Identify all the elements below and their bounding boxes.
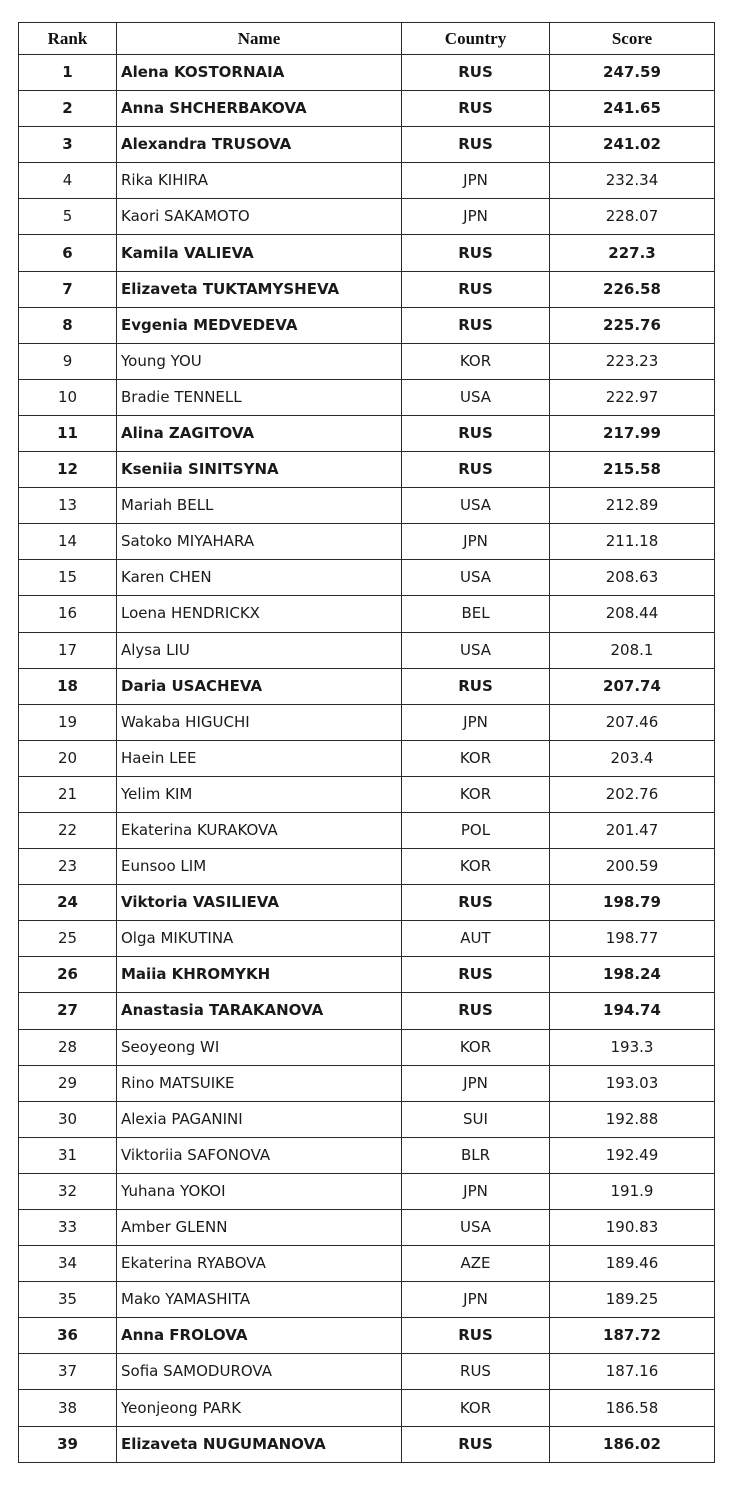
- table-row: [19, 632, 715, 668]
- table-row: [19, 379, 715, 415]
- name-cell: Rika KIHIRA: [117, 163, 402, 199]
- country-cell: BEL: [402, 596, 550, 632]
- country-cell: RUS: [402, 1426, 550, 1462]
- rank-cell: 18: [19, 668, 117, 704]
- rank-cell: 24: [19, 885, 117, 921]
- score-cell: 208.44: [550, 596, 715, 632]
- table-row: [19, 596, 715, 632]
- rank-cell: 30: [19, 1101, 117, 1137]
- table-row: [19, 235, 715, 271]
- table-row: [19, 1173, 715, 1209]
- name-cell: Wakaba HIGUCHI: [117, 704, 402, 740]
- table-row: [19, 1390, 715, 1426]
- rankings-table-container: [18, 22, 714, 1463]
- name-cell: Sofia SAMODUROVA: [117, 1354, 402, 1390]
- name-cell: Loena HENDRICKX: [117, 596, 402, 632]
- name-cell: Eunsoo LIM: [117, 849, 402, 885]
- country-cell: AUT: [402, 921, 550, 957]
- country-cell: KOR: [402, 740, 550, 776]
- country-cell: RUS: [402, 993, 550, 1029]
- rank-cell: 3: [19, 127, 117, 163]
- table-row: [19, 199, 715, 235]
- country-cell: RUS: [402, 271, 550, 307]
- name-cell: Mako YAMASHITA: [117, 1282, 402, 1318]
- country-cell: KOR: [402, 1029, 550, 1065]
- table-row: [19, 307, 715, 343]
- header-country: Country: [402, 23, 550, 55]
- table-row: [19, 127, 715, 163]
- rank-cell: 35: [19, 1282, 117, 1318]
- rank-cell: 34: [19, 1246, 117, 1282]
- score-cell: 192.49: [550, 1137, 715, 1173]
- score-cell: 190.83: [550, 1210, 715, 1246]
- name-cell: Evgenia MEDVEDEVA: [117, 307, 402, 343]
- score-cell: 187.16: [550, 1354, 715, 1390]
- name-cell: Yuhana YOKOI: [117, 1173, 402, 1209]
- rank-cell: 38: [19, 1390, 117, 1426]
- score-cell: 247.59: [550, 55, 715, 91]
- country-cell: AZE: [402, 1246, 550, 1282]
- table-row: [19, 740, 715, 776]
- name-cell: Maiia KHROMYKH: [117, 957, 402, 993]
- table-row: [19, 91, 715, 127]
- score-cell: 208.1: [550, 632, 715, 668]
- score-cell: 189.25: [550, 1282, 715, 1318]
- name-cell: Alysa LIU: [117, 632, 402, 668]
- name-cell: Amber GLENN: [117, 1210, 402, 1246]
- name-cell: Mariah BELL: [117, 488, 402, 524]
- rank-cell: 33: [19, 1210, 117, 1246]
- rank-cell: 25: [19, 921, 117, 957]
- table-row: [19, 668, 715, 704]
- score-cell: 222.97: [550, 379, 715, 415]
- table-row: [19, 560, 715, 596]
- country-cell: JPN: [402, 1173, 550, 1209]
- score-cell: 191.9: [550, 1173, 715, 1209]
- rank-cell: 4: [19, 163, 117, 199]
- score-cell: 189.46: [550, 1246, 715, 1282]
- score-cell: 198.77: [550, 921, 715, 957]
- table-row: [19, 55, 715, 91]
- rank-cell: 36: [19, 1318, 117, 1354]
- name-cell: Yelim KIM: [117, 776, 402, 812]
- score-cell: 241.65: [550, 91, 715, 127]
- country-cell: JPN: [402, 524, 550, 560]
- header-score: Score: [550, 23, 715, 55]
- country-cell: SUI: [402, 1101, 550, 1137]
- rank-cell: 19: [19, 704, 117, 740]
- name-cell: Anna FROLOVA: [117, 1318, 402, 1354]
- rank-cell: 32: [19, 1173, 117, 1209]
- name-cell: Ekaterina RYABOVA: [117, 1246, 402, 1282]
- rank-cell: 15: [19, 560, 117, 596]
- name-cell: Elizaveta TUKTAMYSHEVA: [117, 271, 402, 307]
- rank-cell: 31: [19, 1137, 117, 1173]
- table-row: [19, 1210, 715, 1246]
- name-cell: Kaori SAKAMOTO: [117, 199, 402, 235]
- country-cell: USA: [402, 488, 550, 524]
- rank-cell: 20: [19, 740, 117, 776]
- country-cell: RUS: [402, 668, 550, 704]
- country-cell: RUS: [402, 307, 550, 343]
- table-row: [19, 921, 715, 957]
- table-row: [19, 885, 715, 921]
- rank-cell: 2: [19, 91, 117, 127]
- score-cell: 211.18: [550, 524, 715, 560]
- name-cell: Elizaveta NUGUMANOVA: [117, 1426, 402, 1462]
- name-cell: Alexandra TRUSOVA: [117, 127, 402, 163]
- rank-cell: 6: [19, 235, 117, 271]
- name-cell: Anna SHCHERBAKOVA: [117, 91, 402, 127]
- table-row: [19, 1282, 715, 1318]
- rank-cell: 10: [19, 379, 117, 415]
- name-cell: Kamila VALIEVA: [117, 235, 402, 271]
- rank-cell: 29: [19, 1065, 117, 1101]
- country-cell: KOR: [402, 343, 550, 379]
- name-cell: Yeonjeong PARK: [117, 1390, 402, 1426]
- score-cell: 227.3: [550, 235, 715, 271]
- table-row: [19, 1354, 715, 1390]
- name-cell: Bradie TENNELL: [117, 379, 402, 415]
- table-row: [19, 488, 715, 524]
- header-row: [19, 23, 715, 55]
- name-cell: Alexia PAGANINI: [117, 1101, 402, 1137]
- score-cell: 217.99: [550, 415, 715, 451]
- header-rank: Rank: [19, 23, 117, 55]
- table-row: [19, 1029, 715, 1065]
- table-row: [19, 957, 715, 993]
- table-row: [19, 812, 715, 848]
- country-cell: USA: [402, 379, 550, 415]
- score-cell: 186.58: [550, 1390, 715, 1426]
- score-cell: 194.74: [550, 993, 715, 1029]
- rank-cell: 17: [19, 632, 117, 668]
- rank-cell: 11: [19, 415, 117, 451]
- score-cell: 223.23: [550, 343, 715, 379]
- table-row: [19, 415, 715, 451]
- rankings-table: [18, 22, 715, 1463]
- score-cell: 212.89: [550, 488, 715, 524]
- name-cell: Viktoriia SAFONOVA: [117, 1137, 402, 1173]
- score-cell: 192.88: [550, 1101, 715, 1137]
- rank-cell: 28: [19, 1029, 117, 1065]
- country-cell: RUS: [402, 235, 550, 271]
- score-cell: 203.4: [550, 740, 715, 776]
- country-cell: USA: [402, 1210, 550, 1246]
- country-cell: RUS: [402, 91, 550, 127]
- name-cell: Viktoria VASILIEVA: [117, 885, 402, 921]
- rank-cell: 13: [19, 488, 117, 524]
- country-cell: JPN: [402, 163, 550, 199]
- table-row: [19, 849, 715, 885]
- name-cell: Rino MATSUIKE: [117, 1065, 402, 1101]
- score-cell: 186.02: [550, 1426, 715, 1462]
- name-cell: Satoko MIYAHARA: [117, 524, 402, 560]
- name-cell: Anastasia TARAKANOVA: [117, 993, 402, 1029]
- rank-cell: 22: [19, 812, 117, 848]
- table-row: [19, 993, 715, 1029]
- name-cell: Alina ZAGITOVA: [117, 415, 402, 451]
- score-cell: 225.76: [550, 307, 715, 343]
- table-row: [19, 1318, 715, 1354]
- country-cell: RUS: [402, 55, 550, 91]
- score-cell: 187.72: [550, 1318, 715, 1354]
- score-cell: 198.24: [550, 957, 715, 993]
- score-cell: 198.79: [550, 885, 715, 921]
- name-cell: Young YOU: [117, 343, 402, 379]
- score-cell: 215.58: [550, 452, 715, 488]
- rank-cell: 26: [19, 957, 117, 993]
- score-cell: 241.02: [550, 127, 715, 163]
- table-row: [19, 1065, 715, 1101]
- score-cell: 226.58: [550, 271, 715, 307]
- name-cell: Daria USACHEVA: [117, 668, 402, 704]
- rank-cell: 5: [19, 199, 117, 235]
- rank-cell: 37: [19, 1354, 117, 1390]
- country-cell: KOR: [402, 776, 550, 812]
- country-cell: BLR: [402, 1137, 550, 1173]
- name-cell: Olga MIKUTINA: [117, 921, 402, 957]
- rank-cell: 16: [19, 596, 117, 632]
- country-cell: USA: [402, 632, 550, 668]
- country-cell: RUS: [402, 452, 550, 488]
- country-cell: JPN: [402, 704, 550, 740]
- country-cell: JPN: [402, 199, 550, 235]
- rank-cell: 8: [19, 307, 117, 343]
- table-row: [19, 524, 715, 560]
- score-cell: 201.47: [550, 812, 715, 848]
- name-cell: Alena KOSTORNAIA: [117, 55, 402, 91]
- name-cell: Haein LEE: [117, 740, 402, 776]
- rank-cell: 14: [19, 524, 117, 560]
- score-cell: 207.74: [550, 668, 715, 704]
- score-cell: 207.46: [550, 704, 715, 740]
- score-cell: 193.03: [550, 1065, 715, 1101]
- header-name: Name: [117, 23, 402, 55]
- table-row: [19, 1426, 715, 1462]
- country-cell: RUS: [402, 127, 550, 163]
- country-cell: RUS: [402, 957, 550, 993]
- rank-cell: 1: [19, 55, 117, 91]
- name-cell: Karen CHEN: [117, 560, 402, 596]
- table-row: [19, 776, 715, 812]
- table-row: [19, 704, 715, 740]
- rank-cell: 9: [19, 343, 117, 379]
- country-cell: JPN: [402, 1065, 550, 1101]
- country-cell: RUS: [402, 1318, 550, 1354]
- rank-cell: 39: [19, 1426, 117, 1462]
- score-cell: 228.07: [550, 199, 715, 235]
- rank-cell: 7: [19, 271, 117, 307]
- country-cell: USA: [402, 560, 550, 596]
- country-cell: KOR: [402, 1390, 550, 1426]
- country-cell: JPN: [402, 1282, 550, 1318]
- country-cell: RUS: [402, 885, 550, 921]
- table-row: [19, 452, 715, 488]
- country-cell: POL: [402, 812, 550, 848]
- country-cell: RUS: [402, 415, 550, 451]
- country-cell: RUS: [402, 1354, 550, 1390]
- rank-cell: 23: [19, 849, 117, 885]
- rank-cell: 12: [19, 452, 117, 488]
- table-row: [19, 1101, 715, 1137]
- score-cell: 208.63: [550, 560, 715, 596]
- table-row: [19, 1137, 715, 1173]
- name-cell: Ekaterina KURAKOVA: [117, 812, 402, 848]
- table-body: [19, 55, 715, 1463]
- score-cell: 193.3: [550, 1029, 715, 1065]
- table-row: [19, 343, 715, 379]
- name-cell: Seoyeong WI: [117, 1029, 402, 1065]
- score-cell: 232.34: [550, 163, 715, 199]
- name-cell: Kseniia SINITSYNA: [117, 452, 402, 488]
- country-cell: KOR: [402, 849, 550, 885]
- score-cell: 200.59: [550, 849, 715, 885]
- score-cell: 202.76: [550, 776, 715, 812]
- table-row: [19, 163, 715, 199]
- table-row: [19, 1246, 715, 1282]
- table-row: [19, 271, 715, 307]
- rank-cell: 21: [19, 776, 117, 812]
- rank-cell: 27: [19, 993, 117, 1029]
